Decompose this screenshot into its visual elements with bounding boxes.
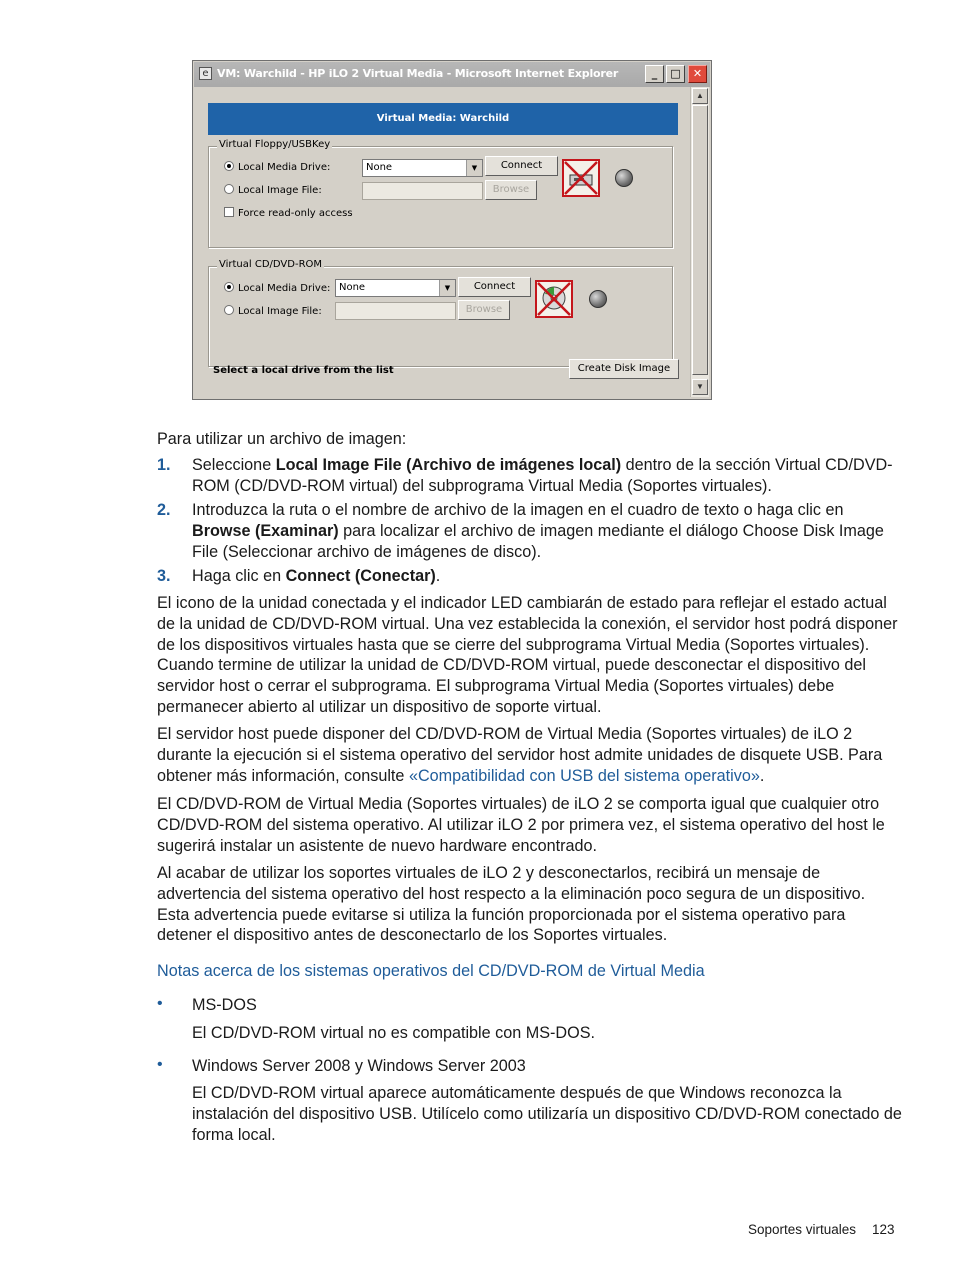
step-2-text: Introduzca la ruta o el nombre de archivo de la imagen en el cuadro de texto o haga clic en Browse (Examinar) para localizar el archivo de imagen mediante el diálogo Choose Disk Image File (Seleccionar archivo de imágenes de disco). [192,501,884,561]
cdrom-local-drive-option[interactable] [224,282,330,294]
floppy-local-drive-radio[interactable] [224,161,234,171]
floppy-local-image-radio[interactable] [224,184,234,194]
virtual-media-banner: Virtual Media: Warchild [208,103,678,135]
step-3-text: Haga clic en Connect (Conectar). [192,567,441,585]
scroll-down-icon[interactable]: ▼ [692,379,708,395]
intro-text: Para utilizar un archivo de imagen: [157,430,407,448]
cdrom-led-indicator [589,290,607,308]
floppy-local-drive-label: Local Media Drive: [238,162,331,173]
ie-icon: e [199,67,212,80]
floppy-drive-disconnected-icon [562,159,600,197]
window-scrollbar[interactable] [690,87,709,397]
footer-section: Soportes virtuales [748,1222,857,1237]
floppy-local-image-label: Local Image File: [238,185,322,196]
cdrom-local-image-option[interactable] [224,305,322,317]
status-message: Select a local drive from the list [213,365,394,376]
step-1-bold: Local Image File (Archivo de imágenes local) [275,456,622,474]
floppy-connect-button[interactable]: Connect [485,156,558,176]
force-readonly-option[interactable] [224,207,353,219]
usb-compatibility-link[interactable]: «Compatibilidad con USB del sistema operativo» [408,766,760,785]
virtual-media-window [192,60,712,400]
cdrom-local-image-radio[interactable] [224,305,234,315]
chevron-down-icon[interactable]: ▼ [466,160,482,176]
bullet-windows-body: El CD/DVD-ROM virtual aparece automáticamente después de que Windows reconozca la instalación del dispositivo USB. Utilícelo como utilizaría un dispositivo CD/DVD-ROM conectado de forma local. [192,1084,902,1144]
chevron-down-icon[interactable]: ▼ [439,280,455,296]
scrollbar-thumb[interactable] [692,105,708,375]
cdrom-image-field[interactable] [335,302,456,320]
floppy-browse-button[interactable]: Browse [485,180,537,200]
floppy-drive-value: None [366,162,393,173]
paragraph-usb-support: El servidor host puede disponer del CD/DVD-ROM de Virtual Media (Soportes virtuales) de iLO 2 durante la ejecución si el sistema operativo del servidor host admite unidades de disquete USB. Para obtener más información, consulte «Compatibilidad con USB del sistema operativo». [157,725,883,785]
paragraph-led-status: El icono de la unidad conectada y el indicador LED cambiarán de estado para reflejar el estado actual de la unidad de CD/DVD-ROM virtual. Una vez establecida la conexión, el servidor host podrá disponer de los dispositivos virtuales hasta que se cierre del subprograma Virtual Media (Soportes virtuales). Cuando termine de utilizar la unidad de CD/DVD-ROM virtual, puede desconectar el dispositivo del servidor host o cerrar el subprograma. El subprograma Virtual Media (Soportes virtuales) debe permanecer abierto al utilizar un dispositivo de soporte virtual. [157,594,898,716]
floppy-drive-select[interactable] [362,159,483,177]
cdrom-local-image-label: Local Image File: [238,306,322,317]
floppy-local-image-option[interactable] [224,184,322,196]
paragraph-os-behavior: El CD/DVD-ROM de Virtual Media (Soportes virtuales) de iLO 2 se comporta igual que cualquier otro CD/DVD-ROM del sistema operativo. Al utilizar iLO 2 por primera vez, el sistema operativo del host le sugerirá instalar un asistente de nuevo hardware encontrado. [157,795,885,855]
cdrom-connect-button[interactable]: Connect [458,277,531,297]
step-1-text: Seleccione Local Image File (Archivo de imágenes local) dentro de la sección Virtual CD/DVD-ROM (CD/DVD-ROM virtual) del subprograma Virtual Media (Soportes virtuales). [192,456,893,495]
cdrom-group-legend: Virtual CD/DVD-ROM [219,259,323,270]
cdrom-browse-button[interactable]: Browse [458,300,510,320]
force-readonly-label: Force read-only access [238,208,353,219]
window-titlebar [194,62,710,87]
scroll-up-icon[interactable]: ▲ [692,88,708,104]
force-readonly-checkbox[interactable] [224,207,234,217]
section-heading: Notas acerca de los sistemas operativos del CD/DVD-ROM de Virtual Media [157,962,705,980]
bullet-msdos-title: MS-DOS [192,996,257,1014]
step-3-number: 3. [157,567,171,585]
step-2-number: 2. [157,501,171,519]
floppy-group-legend: Virtual Floppy/USBKey [219,139,331,150]
step-1-number: 1. [157,456,171,474]
maximize-button[interactable]: □ [666,65,685,83]
paragraph-unsafe-removal: Al acabar de utilizar los soportes virtuales de iLO 2 y desconectarlos, recibirá un mensaje de advertencia del sistema operativo del host respecto a la eliminación poco segura de un dispositivo. Esta advertencia puede evitarse si utiliza la función proporcionada por el sistema operativo para detener el dispositivo antes de desconectarlo de los Soportes virtuales. [157,864,866,945]
close-button[interactable]: ✕ [688,65,707,83]
floppy-image-field[interactable] [362,182,483,200]
bullet-marker: • [157,1056,163,1073]
bullet-msdos-body: El CD/DVD-ROM virtual no es compatible con MS-DOS. [192,1024,595,1042]
cdrom-drive-value: None [339,282,366,293]
window-content [204,89,695,396]
bullet-windows-title: Windows Server 2008 y Windows Server 2003 [192,1057,526,1075]
step-2-bold: Browse (Examinar) [192,521,339,540]
cdrom-local-drive-radio[interactable] [224,282,234,292]
bullet-marker: • [157,995,163,1012]
cdrom-local-drive-label: Local Media Drive: [238,283,331,294]
footer-page-number: 123 [872,1222,895,1237]
create-disk-image-button[interactable]: Create Disk Image [569,359,679,379]
floppy-local-drive-option[interactable] [224,161,330,173]
floppy-led-indicator [615,169,633,187]
window-title: VM: Warchild - HP iLO 2 Virtual Media - Microsoft Internet Explorer [217,67,619,80]
step-3-bold: Connect (Conectar) [285,567,436,585]
cdrom-drive-disconnected-icon [535,280,573,318]
minimize-button[interactable]: _ [645,65,664,83]
cdrom-drive-select[interactable] [335,279,456,297]
